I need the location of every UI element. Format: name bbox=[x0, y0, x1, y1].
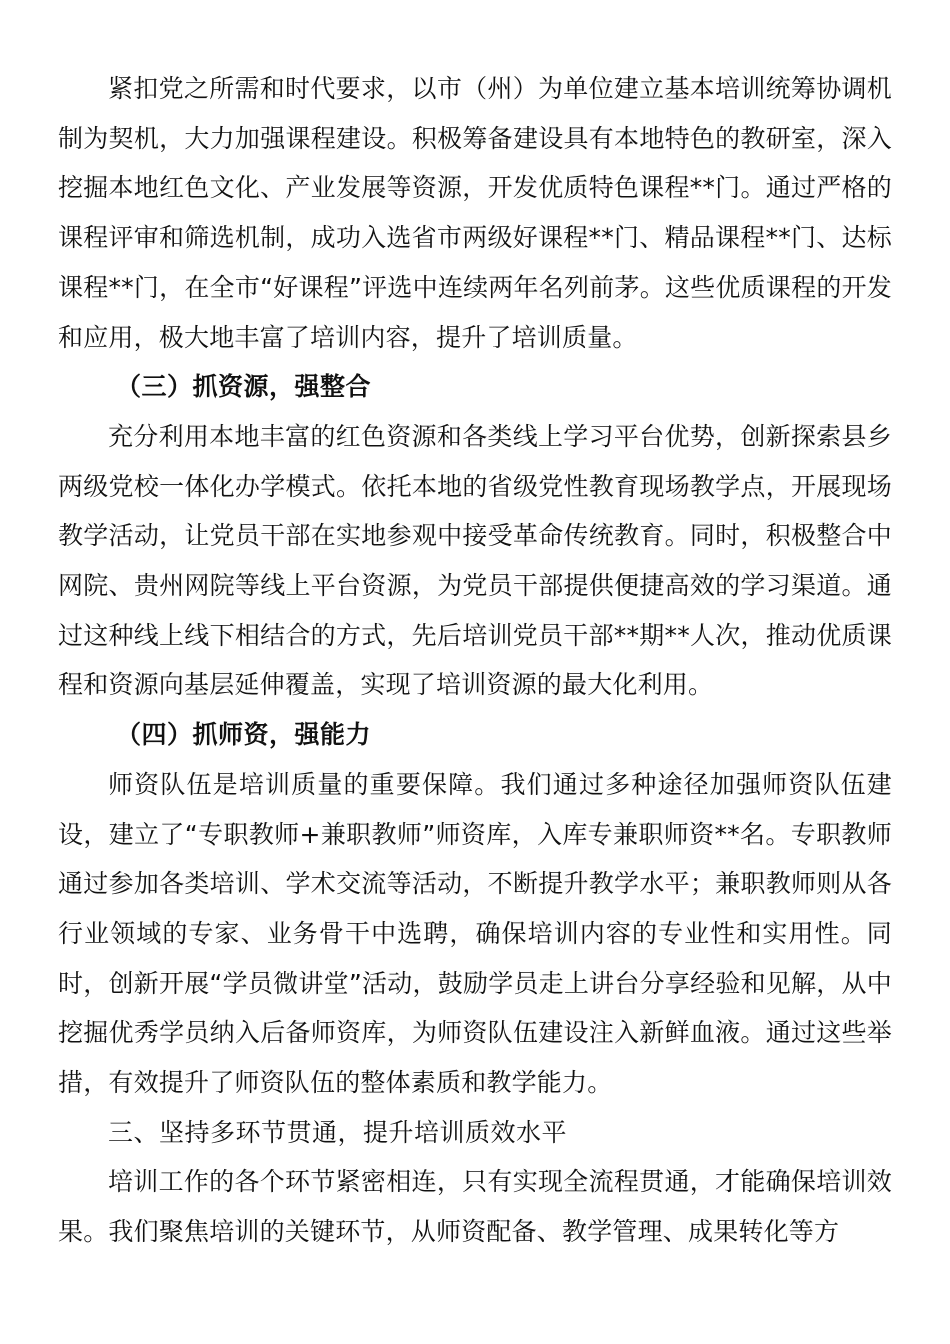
section-heading-three: 三、坚持多环节贯通，提升培训质效水平 bbox=[108, 1117, 568, 1147]
paragraph-process: 培训工作的各个环节紧密相连，只有实现全流程贯通，才能确保培训效果。我们聚焦培训的关键环节，从师资配备、教学管理、成果转化等方 bbox=[58, 1167, 892, 1247]
heading-resources: （三）抓资源，强整合 bbox=[116, 372, 372, 402]
paragraph-resources: 充分利用本地丰富的红色资源和各类线上学习平台优势，创新探索县乡两级党校一体化办学模式。依托本地的省级党性教育现场教学点，开展现场教学活动，让党员干部在实地参观中接受革命传统教育。同时，积极整合中网院、贵州网院等线上平台资源，为党员干部提供便捷高效的学习渠道。通过这种线上线下相结合的方式，先后培训党员干部**期**人次，推动优质课程和资源向基层延伸覆盖，实现了培训资源的最大化利用。 bbox=[58, 421, 892, 700]
heading-teachers: （四）抓师资，强能力 bbox=[116, 720, 372, 750]
paragraph-course-building: 紧扣党之所需和时代要求，以市（州）为单位建立基本培训统筹协调机制为契机，大力加强课程建设。积极筹备建设具有本地特色的教研室，深入挖掘本地红色文化、产业发展等资源，开发优质特色课程**门。通过严格的课程评审和筛选机制，成功入选省市两级好课程**门、精品课程**门、达标课程**门，在全市“好课程”评选中连续两年名列前茅。这些优质课程的开发和应用，极大地丰富了培训内容，提升了培训质量。 bbox=[58, 74, 892, 352]
document-body bbox=[58, 64, 892, 1257]
paragraph-teachers: 师资队伍是培训质量的重要保障。我们通过多种途径加强师资队伍建设，建立了“专职教师+兼职教师”师资库，入库专兼职师资**名。专职教师通过参加各类培训、学术交流等活动，不断提升教学水平；兼职教师则从各行业领域的专家、业务骨干中选聘，确保培训内容的专业性和实用性。同时，创新开展“学员微讲堂”活动，鼓励学员走上讲台分享经验和见解，从中挖掘优秀学员纳入后备师资库，为师资队伍建设注入新鲜血液。通过这些举措，有效提升了师资队伍的整体素质和教学能力。 bbox=[58, 769, 892, 1098]
